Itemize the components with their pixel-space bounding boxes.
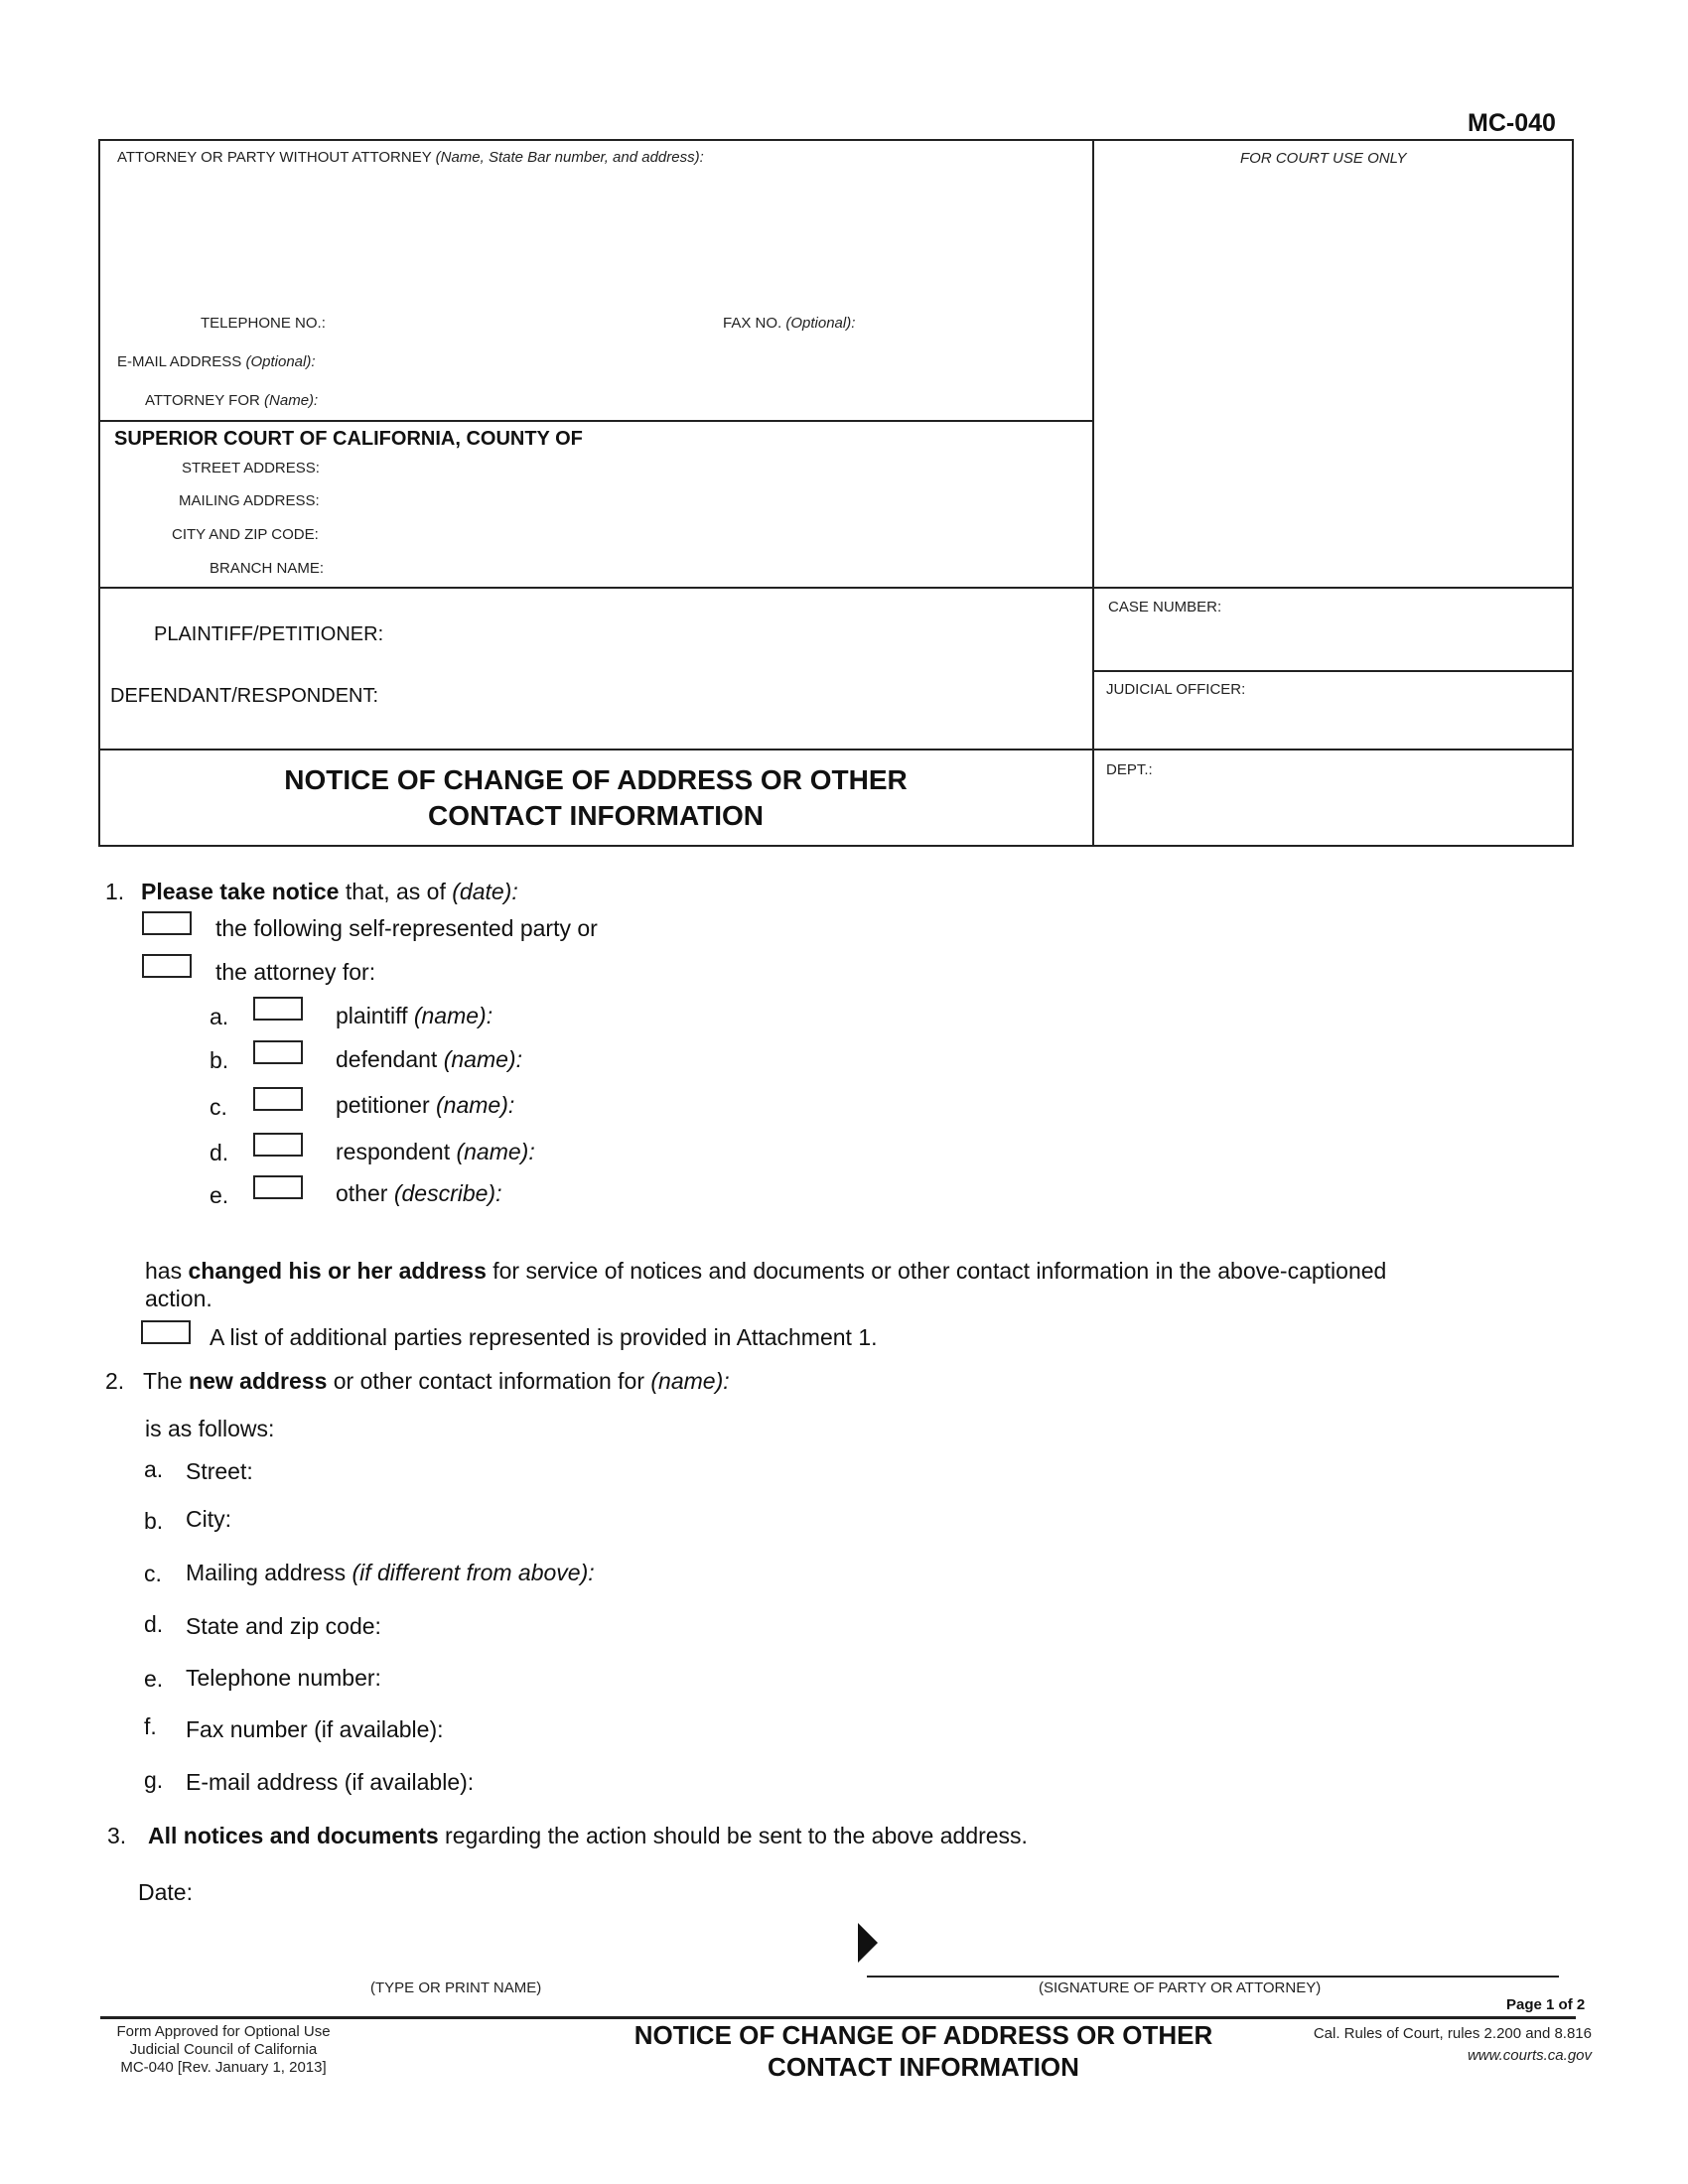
form-number: MC-040 [1468,109,1556,137]
branch-name-label: BRANCH NAME: [210,560,325,577]
field-e-letter: e. [144,1666,164,1692]
field-f-letter: f. [144,1713,157,1739]
judicial-officer-label: JUDICIAL OFFICER: [1106,681,1246,698]
self-represented-checkbox[interactable] [142,911,192,935]
form-title-line2: CONTACT INFORMATION [427,800,765,831]
approved-block [99,2023,348,2077]
item1-text: Please take notice that, as of (date): [141,879,518,904]
field-c-letter: c. [144,1561,162,1586]
sub-b-letter: b. [210,1047,229,1073]
sub-a-letter: a. [210,1004,229,1029]
attorney-for-option-label: the attorney for: [215,959,376,985]
attorney-court-divider [98,420,1093,422]
field-b-letter: b. [144,1508,164,1534]
rules-block [1261,2023,1592,2067]
street-address-label: STREET ADDRESS: [182,460,320,477]
petitioner-checkbox[interactable] [253,1087,303,1111]
telephone-label: TELEPHONE NO.: [201,315,326,332]
mailing-address-field-label: Mailing address (if different from above): [186,1560,595,1585]
mailing-address-label: MAILING ADDRESS: [179,492,320,509]
plaintiff-checkbox[interactable] [253,997,303,1021]
attorney-for-checkbox[interactable] [142,954,192,978]
item3-number: 3. [107,1823,127,1848]
attorney-for-label: ATTORNEY FOR (Name): [145,392,319,409]
defendant-label: defendant (name): [336,1046,522,1072]
respondent-label: respondent (name): [336,1139,535,1164]
defendant-label: DEFENDANT/RESPONDENT: [110,685,379,707]
fax-label: FAX NO. (Optional): [723,315,856,332]
item1-number: 1. [105,879,125,904]
footer-title [596,2019,1251,2083]
street-field-label: Street: [186,1458,253,1484]
self-represented-label: the following self-represented party or [215,915,598,941]
state-zip-field-label: State and zip code: [186,1613,381,1639]
plaintiff-label: plaintiff (name): [336,1003,493,1028]
page-number: Page 1 of 2 [1506,1996,1586,2013]
city-field-label: City: [186,1506,231,1532]
attachment-checkbox[interactable] [141,1320,191,1344]
signature-label: (SIGNATURE OF PARTY OR ATTORNEY) [1039,1979,1322,1996]
plaintiff-label: PLAINTIFF/PETITIONER: [154,623,384,645]
date-label: Date: [138,1879,193,1905]
changed-address-text-line2: action. [145,1286,212,1311]
telephone-field-label: Telephone number: [186,1665,381,1691]
attorney-label: ATTORNEY OR PARTY WITHOUT ATTORNEY (Name, State Bar number, and address): [117,149,704,166]
changed-address-text: has changed his or her address for service of notices and documents or other contact information in the above-captioned [145,1258,1387,1284]
as-follows-text: is as follows: [145,1416,275,1441]
attachment-label: A list of additional parties represented is provided in Attachment 1. [210,1324,878,1350]
approved-line3: MC-040 [Rev. January 1, 2013] [120,2059,327,2076]
signature-arrow-icon [858,1923,878,1963]
approved-line1: Form Approved for Optional Use [116,2023,331,2040]
email-field-label: E-mail address (if available): [186,1769,475,1795]
court-title: SUPERIOR COURT OF CALIFORNIA, COUNTY OF [114,428,583,450]
sub-e-letter: e. [210,1182,229,1208]
signature-line[interactable] [867,1976,1559,1978]
footer-title-line1: NOTICE OF CHANGE OF ADDRESS OR OTHER [633,2020,1213,2050]
type-name-label: (TYPE OR PRINT NAME) [370,1979,542,1996]
dept-label: DEPT.: [1106,761,1153,778]
defendant-checkbox[interactable] [253,1040,303,1064]
other-checkbox[interactable] [253,1175,303,1199]
email-label: E-MAIL ADDRESS (Optional): [117,353,316,370]
form-title-line1: NOTICE OF CHANGE OF ADDRESS OR OTHER [284,764,908,795]
item3-text: All notices and documents regarding the action should be sent to the above address. [148,1823,1028,1848]
rules-text: Cal. Rules of Court, rules 2.200 and 8.816 [1313,2025,1592,2042]
footer-title-line2: CONTACT INFORMATION [768,2052,1079,2082]
field-d-letter: d. [144,1611,164,1637]
field-a-letter: a. [144,1456,164,1482]
sub-d-letter: d. [210,1140,229,1165]
fax-field-label: Fax number (if available): [186,1716,444,1742]
court-parties-divider [98,587,1574,589]
city-zip-label: CITY AND ZIP CODE: [172,526,319,543]
petitioner-label: petitioner (name): [336,1092,515,1118]
approved-line2: Judicial Council of California [129,2041,318,2058]
caption-box [98,139,1574,847]
caption-divider [1092,139,1094,847]
item2-number: 2. [105,1368,125,1394]
case-officer-divider [1092,670,1574,672]
court-use-label: FOR COURT USE ONLY [1240,150,1407,167]
respondent-checkbox[interactable] [253,1133,303,1157]
case-number-label: CASE NUMBER: [1108,599,1222,615]
sub-c-letter: c. [210,1094,227,1120]
website-link[interactable]: www.courts.ca.gov [1467,2047,1592,2064]
other-label: other (describe): [336,1180,502,1206]
item2-text: The new address or other contact information for (name): [143,1368,730,1394]
parties-title-divider [98,749,1574,751]
field-g-letter: g. [144,1767,164,1793]
